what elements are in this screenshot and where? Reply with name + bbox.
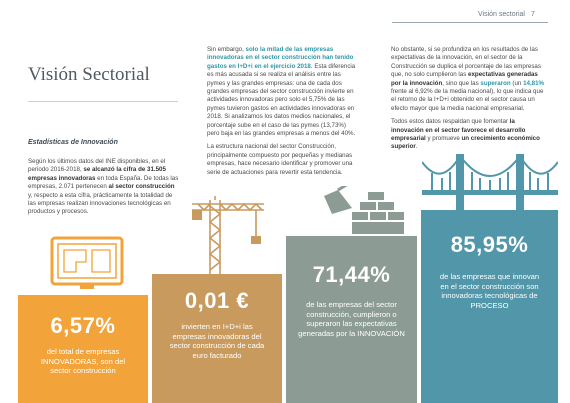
stat-value: 6,57% [50, 313, 116, 338]
text-run: , sino que las [442, 79, 481, 87]
stat-value: 71,44% [312, 262, 391, 287]
emphasis-text: se alcanzó la cifra de 31.505 empresas innovadoras [28, 166, 166, 182]
text-run: y, respecto a esta cifra, prácticamente la totalidad de las empresas realizan innovaciones tecnológicas en productos y procesos. [28, 191, 173, 216]
text-run: Todos estos datos respaldan que fomentar [391, 118, 510, 126]
page-title: Visión Sectorial [28, 64, 150, 85]
page-number: 7 [530, 11, 535, 18]
paragraph [391, 118, 549, 152]
text-run: . Esta diferencia es más acusada si se realiza el análisis entre las pymes y las grandes empresas: una de cada dos grandes empresas del sector construcción invierte en actividades innovadoras pero solo el 5,75% de las pymes tuvieron gastos en actividades innovadoras en 2018. Si analizamos los datos medios nacionales, el porcentaje sube en el caso de las pymes (13,73%) pero baja en las grandes empresas a menos del 40%. [207, 62, 356, 138]
text-run: frente al 6,92% de la media nacional), lo que indica que el retorno de la I+D+i obtenido en el sector causa un efecto mayor que la media nacional empresarial. [391, 88, 544, 112]
suspension-bridge-icon [422, 150, 558, 212]
text-run: . [415, 143, 418, 151]
stat-tile-3 [286, 236, 417, 403]
highlight-text: superaron [480, 79, 511, 87]
stat-value: 0,01 € [184, 288, 250, 313]
text-run: Sin embargo, [207, 46, 246, 53]
paragraph [28, 158, 180, 217]
emphasis-text: expectativas generadas por la innovación [391, 71, 538, 87]
header-rule [392, 22, 548, 23]
emphasis-text: al sector construcción [108, 183, 175, 191]
title-rule [28, 101, 178, 102]
stat-tile-1 [18, 295, 148, 403]
paragraph [391, 46, 549, 113]
text-run: y promueve [425, 135, 462, 143]
emphasis-text: un crecimiento económico superior [391, 135, 540, 151]
highlight-text: solo la mitad de las empresas innovadoras en el sector construcción han tenido gastos en I+D+i en el ejercicio 2018 [207, 46, 354, 70]
header-section: Visión sectorial [478, 11, 525, 18]
emphasis-text: la innovación en el sector favorece el desarrollo empresarial [391, 118, 526, 143]
stat-tile-2 [152, 274, 282, 403]
brick-wall-trowel-icon [318, 186, 410, 234]
running-header [478, 11, 535, 18]
text-run: (un [510, 79, 524, 87]
stat-description: de las empresas del sector construcción, cumplieron o superaron las expectativas generadas por la INNOVACIÓN [298, 300, 405, 338]
text-column-3 [391, 46, 549, 157]
tower-crane-icon [188, 196, 268, 278]
stat-tile-4 [421, 210, 558, 403]
computer-blueprint-icon [50, 236, 124, 292]
section-subheading: Estadísticas de Innovación [28, 139, 118, 146]
stat-description: del total de empresas INNOVADORAS, son del sector construcción [40, 347, 126, 376]
paragraph [207, 46, 359, 138]
stat-description: de las empresas que innovan en el sector construcción son innovadoras tecnológicas de PROCESO [439, 272, 540, 310]
text-run: No obstante, si se profundiza en los resultados de las expectativas de la innovación, en el sector de la Construcción se duplica el porcentaje de las empresas que, no solo cumplieron las [391, 46, 541, 79]
text-run: en toda España. De todas las empresas, 2.071 pertenecen [28, 174, 179, 191]
text-column-2 [207, 46, 359, 182]
paragraph: La estructura nacional del sector Construcción, principalmente compuesto por pequeñas y medianas empresas, hace necesario identificar y promover una serie de actuaciones para revertir esta tendencia. [207, 143, 353, 176]
stat-value: 85,95% [450, 232, 529, 257]
highlight-text: 14,81% [523, 79, 545, 87]
text-column-1 [28, 158, 180, 222]
text-run: Según los últimos datos del INE disponibles, en el periodo 2016-2018, [28, 158, 166, 174]
stat-description: invierten en I+D+i las empresas innovadoras del sector construcción de cada euro facturado [169, 322, 265, 360]
